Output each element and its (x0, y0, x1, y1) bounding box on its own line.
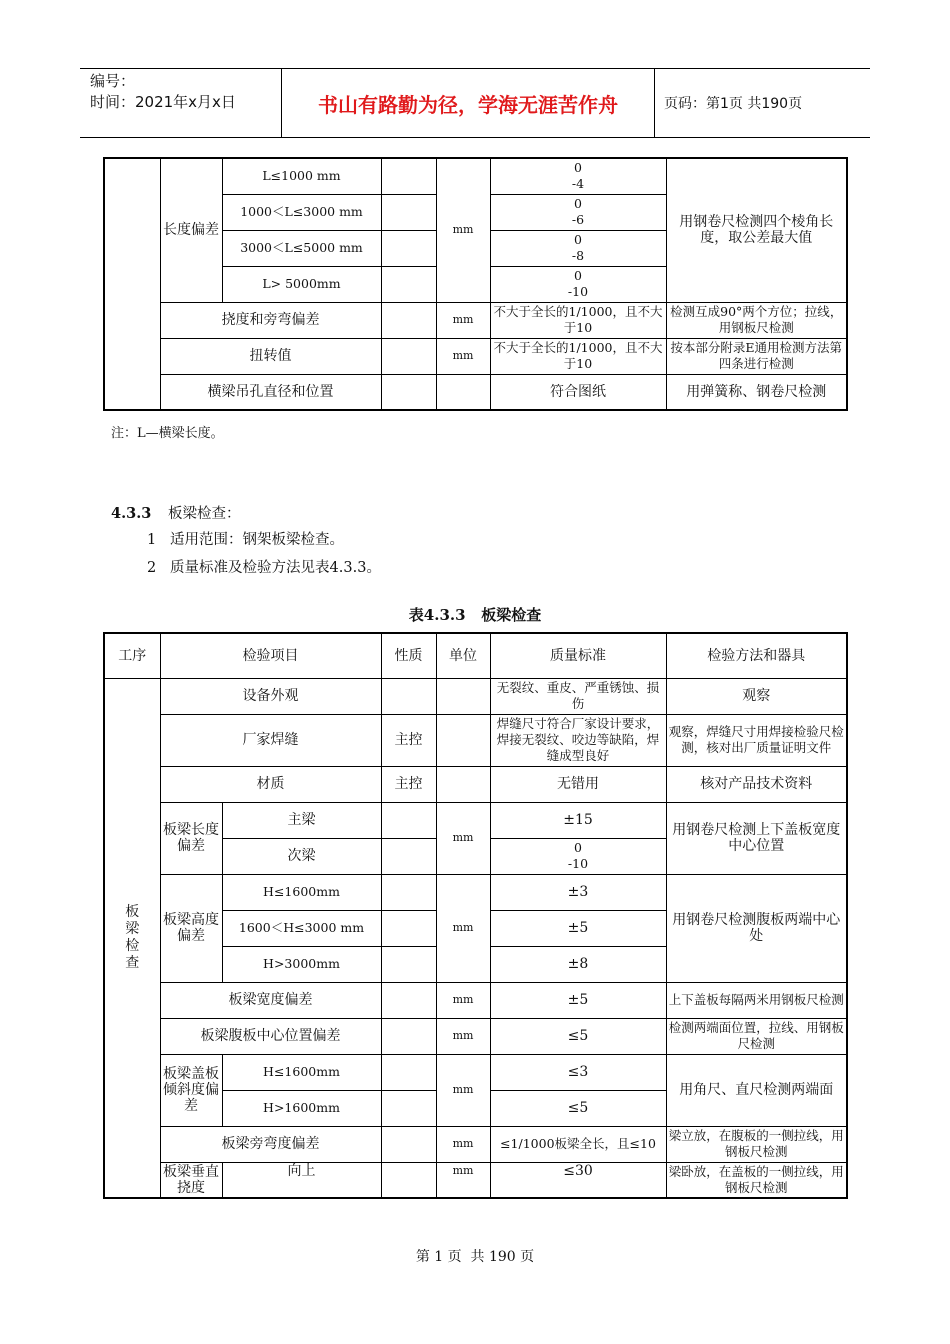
std-cell: 0 -8 (490, 230, 666, 266)
std-cell: ≤1/1000板梁全长，且≤10 (490, 1126, 666, 1162)
nature-cell (381, 302, 436, 338)
unit-cell (436, 766, 490, 802)
table-cell: 板梁腹板中心位置偏差 (160, 1018, 381, 1054)
std-cell: ≤30 (490, 1162, 666, 1198)
unit-cell (436, 714, 490, 766)
std-cell: ±8 (490, 946, 666, 982)
nature-cell (381, 230, 436, 266)
nature-cell (381, 678, 436, 714)
header-standard: 质量标准 (490, 633, 666, 678)
method-cell: 观察，焊缝尺寸用焊接检验尺检测，核对出厂质量证明文件 (666, 714, 847, 766)
unit-cell (436, 678, 490, 714)
method-cell: 用弹簧称、钢卷尺检测 (666, 374, 847, 410)
method-cell: 用角尺、直尺检测两端面 (666, 1054, 847, 1126)
section-title: 板梁检查： (167, 506, 241, 522)
unit-cell: mm (436, 982, 490, 1018)
doc-date: 时间：2021年x月x日 (90, 93, 236, 111)
table-cell: 扭转值 (160, 338, 381, 374)
process-label: 板梁检查 (104, 678, 160, 1198)
unit-cell: mm (436, 1162, 490, 1198)
method-cell: 核对产品技术资料 (666, 766, 847, 802)
unit-cell: mm (436, 158, 490, 302)
header-left (80, 69, 282, 137)
method-cell: 上下盖板每隔两米用钢板尺检测 (666, 982, 847, 1018)
group-label: 板梁垂直挠度 (160, 1162, 222, 1198)
table-cell: 3000＜L≤5000 mm (222, 230, 381, 266)
header-item: 检验项目 (160, 633, 381, 678)
table-crossbeam-continued (103, 157, 848, 411)
nature-cell (381, 946, 436, 982)
nature-cell (381, 1126, 436, 1162)
method-cell: 梁立放，在腹板的一侧拉线，用钢板尺检测 (666, 1126, 847, 1162)
table-plate-girder-check (103, 632, 848, 1199)
std-cell: 无错用 (490, 766, 666, 802)
nature-cell (381, 910, 436, 946)
std-cell: ≤3 (490, 1054, 666, 1090)
std-cell: 无裂纹、重皮、严重锈蚀、损伤 (490, 678, 666, 714)
header-process: 工序 (104, 633, 160, 678)
nature-cell (381, 982, 436, 1018)
header-nature: 性质 (381, 633, 436, 678)
process-cell-empty (104, 158, 160, 410)
std-cell: 0 -10 (490, 838, 666, 874)
std-cell: 0 -6 (490, 194, 666, 230)
group-label: 板梁长度偏差 (160, 802, 222, 874)
table-cell: H≤1600mm (222, 1054, 381, 1090)
section-heading (111, 502, 240, 523)
section-item-1: 1 适用范围：钢架板梁检查。 (147, 532, 345, 548)
nature-cell (381, 194, 436, 230)
group-label: 板梁高度偏差 (160, 874, 222, 982)
nature-cell (381, 1018, 436, 1054)
std-cell: ±5 (490, 910, 666, 946)
std-cell: ≤5 (490, 1018, 666, 1054)
section-item-2: 2 质量标准及检验方法见表4.3.3。 (147, 560, 381, 576)
length-group-label: 长度偏差 (160, 158, 222, 302)
header-page-info: 页码：第1页 共190页 (664, 96, 803, 112)
header-motto: 书山有路勤为径，学海无涯苦作舟 (282, 69, 655, 137)
std-cell: ±3 (490, 874, 666, 910)
std-cell: ±5 (490, 982, 666, 1018)
unit-cell: mm (436, 874, 490, 982)
method-cell: 用钢卷尺检测腹板两端中心处 (666, 874, 847, 982)
nature-cell (381, 1054, 436, 1090)
method-cell: 检测互成90°两个方位；拉线，用钢板尺检测 (666, 302, 847, 338)
doc-number-label: 编号： (90, 72, 136, 90)
table-cell: 厂家焊缝 (160, 714, 381, 766)
table-cell: 设备外观 (160, 678, 381, 714)
header-unit: 单位 (436, 633, 490, 678)
unit-cell: mm (436, 1018, 490, 1054)
unit-cell: mm (436, 1054, 490, 1126)
nature-cell (381, 802, 436, 838)
nature-cell (381, 1162, 436, 1198)
table-cell: H≤1600mm (222, 874, 381, 910)
table-cell: 挠度和旁弯偏差 (160, 302, 381, 338)
table-cell: 板梁旁弯度偏差 (160, 1126, 381, 1162)
table-cell: 1000＜L≤3000 mm (222, 194, 381, 230)
nature-cell: 主控 (381, 766, 436, 802)
std-cell: 0 -10 (490, 266, 666, 302)
page-header (80, 68, 870, 138)
unit-cell: mm (436, 302, 490, 338)
nature-cell (381, 1090, 436, 1126)
table-cell: H>1600mm (222, 1090, 381, 1126)
table-cell: 1600＜H≤3000 mm (222, 910, 381, 946)
std-cell: 不大于全长的1/1000，且不大于10 (490, 302, 666, 338)
header-method: 检验方法和器具 (666, 633, 847, 678)
std-cell: ±15 (490, 802, 666, 838)
table-cell: 横梁吊孔直径和位置 (160, 374, 381, 410)
nature-cell (381, 266, 436, 302)
table-note: 注：L—横梁长度。 (111, 426, 224, 441)
table-cell: 板梁宽度偏差 (160, 982, 381, 1018)
table-cell: 次梁 (222, 838, 381, 874)
table-cell: 主梁 (222, 802, 381, 838)
page-footer: 第 1 页 共 190 页 (415, 1249, 535, 1265)
group-label: 板梁盖板倾斜度偏差 (160, 1054, 222, 1126)
std-cell: ≤5 (490, 1090, 666, 1126)
method-cell: 观察 (666, 678, 847, 714)
nature-cell: 主控 (381, 714, 436, 766)
nature-cell (381, 158, 436, 194)
table-cell: H>3000mm (222, 946, 381, 982)
table-caption: 表4.3.3 板梁检查 (408, 606, 542, 624)
unit-cell: mm (436, 802, 490, 874)
unit-cell: mm (436, 1126, 490, 1162)
nature-cell (381, 838, 436, 874)
nature-cell (381, 338, 436, 374)
method-cell: 梁卧放，在盖板的一侧拉线，用钢板尺检测 (666, 1162, 847, 1198)
table-cell: L> 5000mm (222, 266, 381, 302)
std-cell: 0 -4 (490, 158, 666, 194)
table-cell: 向上 (222, 1162, 381, 1198)
method-cell: 检测两端面位置，拉线、用钢板尺检测 (666, 1018, 847, 1054)
std-cell: 焊缝尺寸符合厂家设计要求，焊接无裂纹、咬边等缺陷，焊缝成型良好 (490, 714, 666, 766)
method-cell: 用钢卷尺检测上下盖板宽度中心位置 (666, 802, 847, 874)
length-method: 用钢卷尺检测四个棱角长度，取公差最大值 (666, 158, 847, 302)
unit-cell (436, 374, 490, 410)
std-cell: 符合图纸 (490, 374, 666, 410)
table-cell: 材质 (160, 766, 381, 802)
nature-cell (381, 874, 436, 910)
nature-cell (381, 374, 436, 410)
std-cell: 不大于全长的1/1000，且不大于10 (490, 338, 666, 374)
unit-cell: mm (436, 338, 490, 374)
method-cell: 按本部分附录E通用检测方法第四条进行检测 (666, 338, 847, 374)
section-number: 4.3.3 (111, 505, 152, 522)
table-cell: L≤1000 mm (222, 158, 381, 194)
